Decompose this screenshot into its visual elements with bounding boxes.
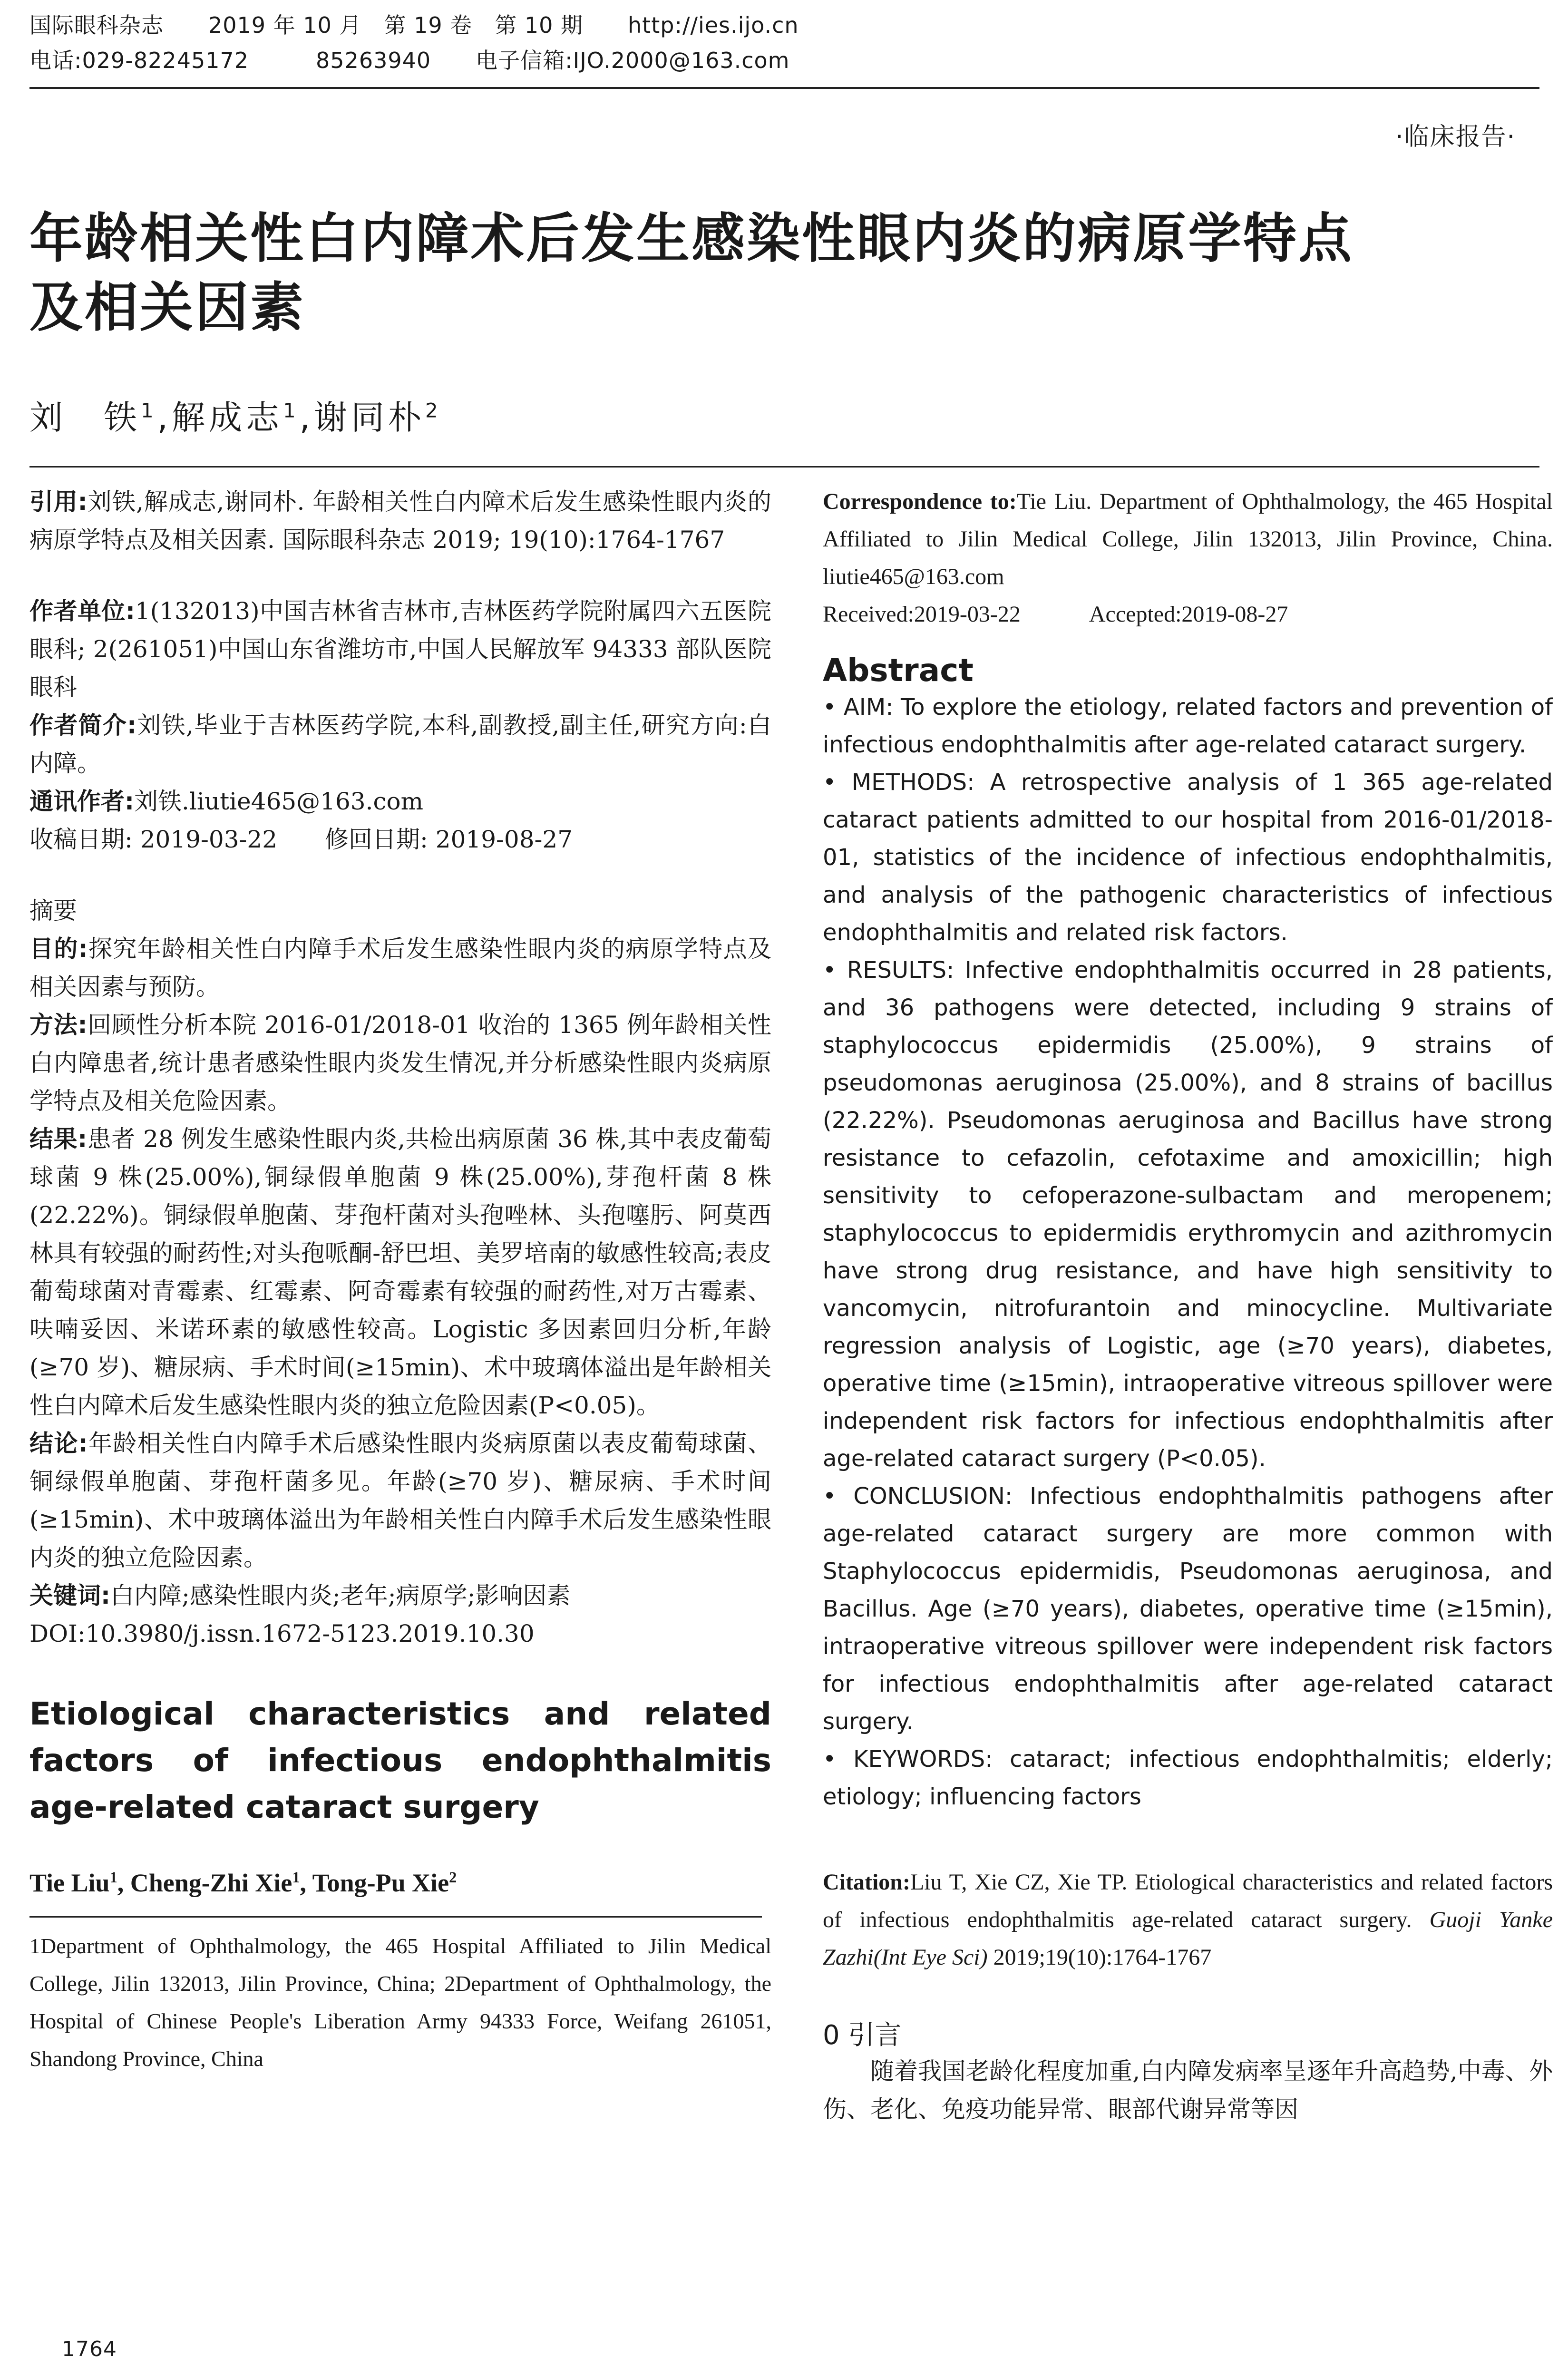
running-header-line2: 电话:029-82245172 85263940 电子信箱:IJO.2000@163.com (29, 48, 790, 73)
author-cn-3-aff: 2 (425, 399, 442, 422)
title-line-2: 及相关因素 (29, 277, 305, 339)
article-title (29, 205, 1542, 342)
authors-en: Tie Liu$^1$, Cheng-Zhi Xie$^1$, Tong-Pu Xie$^2$ (29, 1869, 457, 1897)
intro-heading: 0 引言 (823, 2020, 902, 2051)
citation-cn: 引用:刘铁,解成志,谢同朴. 年龄相关性白内障术后发生感染性眼内炎的病原学特点及相关因素. 国际眼科杂志 2019; 19(10):1764-1767 (29, 488, 771, 554)
title-rule (29, 466, 1539, 468)
page-number: 1764 (62, 2337, 117, 2361)
abstract-aim: • AIM: To explore the etiology, related factors and prevention of infectious endophthalmitis after age-related cataract surgery. (823, 694, 1553, 758)
citation-en: Citation:Liu T, Xie CZ, Xie TP. Etiological characteristics and related factors of infectious endophthalmitis age-related cataract surgery. Guoji Yanke Zazhi(Int Eye Sci) 2019;19(10):1764-1767 (823, 1870, 1553, 1970)
abstract-results-en: • RESULTS: Infective endophthalmitis occurred in 28 patients, and 36 pathogens were detected, including 9 strains of staphylococcus epidermidis (25.00%), 9 strains of pseudomonas aeruginosa (25.00%), and 8 strains of bacillus (22.22%). Pseudomonas aeruginosa and Bacillus have strong resistance to cefazolin, cefotaxime and amoxicillin; high sensitivity to cefoperazone-sulbactam and meropenem; staphylococcus to epidermidis erythromycin and azithromycin have strong drug resistance, and have high sensitivity to vancomycin, nitrofurantoin and minocycline. Multivariate regression analysis of Logistic, age (≥70 years), diabetes, operative time (≥15min), intraoperative vitreous spillover were independent risk factors for infectious endophthalmitis after age-related cataract surgery (P<0.05). (823, 957, 1553, 1472)
doi: DOI:10.3980/j.issn.1672-5123.2019.10.30 (29, 1620, 535, 1647)
abstract-conclusion: 结论:年龄相关性白内障手术后感染性眼内炎病原菌以表皮葡萄球菌、铜绿假单胞菌、芽孢杆菌多见。年龄(≥70 岁)、糖尿病、手术时间(≥15min)、术中玻璃体溢出为年龄相关性白内障手术后发生感染性眼内炎的独立危险因素。 (29, 1430, 772, 1571)
received-dates: 收稿日期: 2019-03-22 修回日期: 2019-08-27 (29, 826, 573, 853)
affiliation-rule (29, 1916, 762, 1918)
correspondence-en: Correspondence to:Tie Liu. Department of Ophthalmology, the 465 Hospital Affiliated to Jilin Medical College, Jilin 132013, Jilin Province, China. liutie465@163.com (823, 489, 1553, 589)
author-cn-1-aff: 1 (141, 399, 157, 422)
keywords-en: • KEYWORDS: cataract; infectious endophthalmitis; elderly; etiology; influencing factors (823, 1746, 1553, 1810)
author-cn-1: 刘 铁 (29, 398, 141, 437)
affiliations-en: 1Department of Ophthalmology, the 465 Hospital Affiliated to Jilin Medical College, Jilin 132013, Jilin Province, China; 2Department of Ophthalmology, the Hospital of Chinese People's Liberation Army 94333 Force, Weifang 261051, Shandong Province, China (29, 1934, 771, 2071)
intro-paragraph: 随着我国老龄化程度加重,白内障发病率呈逐年升高趋势,中毒、外伤、老化、免疫功能异常、眼部代谢异常等因 (823, 2057, 1553, 2123)
title-line-1: 年龄相关性白内障术后发生感染性眼内炎的病原学特点 (29, 208, 1354, 270)
abstract-conclusion-en: • CONCLUSION: Infectious endophthalmitis pathogens after age-related cataract surgery are more common with Staphylococcus epidermidis, Pseudomonas aeruginosa, and Bacillus. Age (≥70 years), diabetes, operative time (≥15min), intraoperative vitreous spillover were independent risk factors for infectious endophthalmitis after age-related cataract surgery. (823, 1483, 1553, 1735)
author-cn-2-aff: 1 (283, 399, 300, 422)
running-header-line1: 国际眼科杂志 2019 年 10 月 第 19 卷 第 10 期 http://ies.ijo.cn (29, 12, 799, 38)
abstract-methods: 方法:回顾性分析本院 2016-01/2018-01 收治的 1365 例年龄相关性白内障患者,统计患者感染性眼内炎发生情况,并分析感染性眼内炎病原学特点及相关危险因素。 (29, 1011, 771, 1115)
author-intro: 作者简介:刘铁,毕业于吉林医药学院,本科,副教授,副主任,研究方向:白内障。 (29, 711, 772, 777)
left-column (29, 483, 771, 2077)
authors-cn: 刘 铁$^1$,解成志$^1$,谢同朴$^2$ (29, 398, 442, 437)
received-accepted: Received:2019-03-22 Accepted:2019-08-27 (823, 602, 1288, 627)
corresponding-author: 通讯作者:刘铁.liutie465@163.com (29, 788, 424, 815)
header-rule (29, 87, 1539, 89)
keywords-cn: 关键词:白内障;感染性眼内炎;老年;病原学;影响因素 (29, 1582, 571, 1609)
abstract-purpose: 目的:探究年龄相关性白内障手术后发生感染性眼内炎的病原学特点及相关因素与预防。 (29, 935, 772, 1001)
english-title: Etiological characteristics and related factors of infectious endophthalmitis age-related cataract surgery (29, 1695, 771, 1825)
abstract-heading-en: Abstract (823, 652, 974, 689)
abstract-results: 结果:患者 28 例发生感染性眼内炎,共检出病原菌 36 株,其中表皮葡萄球菌 9 株(25.00%),铜绿假单胞菌 9 株(25.00%),芽孢杆菌 8 株(22.22%)。铜绿假单胞菌、芽孢杆菌对头孢唑林、头孢噻肟、阿莫西林具有较强的耐药性;对头孢哌酮-舒巴坦、美罗培南的敏感性较高;表皮葡萄球菌对青霉素、红霉素、阿奇霉素有较强的耐药性,对万古霉素、呋喃妥因、米诺环素的敏感性较高。Logistic 多因素回归分析,年龄(≥70 岁)、糖尿病、手术时间(≥15min)、术中玻璃体溢出是年龄相关性白内障术后发生感染性眼内炎的独立危险因素(P<0.05)。 (29, 1125, 772, 1419)
right-column (823, 483, 1553, 2128)
author-cn-2: 解成志 (172, 398, 283, 437)
abstract-methods-en: • METHODS: A retrospective analysis of 1 365 age-related cataract patients admitted to our hospital from 2016-01/2018-01, statistics of the incidence of infectious endophthalmitis, and analysis of the pathogenic characteristics of infectious endophthalmitis and related risk factors. (823, 769, 1553, 946)
author-cn-3: 谢同朴 (314, 398, 425, 437)
author-units: 作者单位:1(132013)中国吉林省吉林市,吉林医药学院附属四六五医院眼科; 2(261051)中国山东省潍坊市,中国人民解放军 94333 部队医院眼科 (29, 597, 771, 701)
section-tag: ·临床报告· (1395, 123, 1516, 151)
abstract-heading-cn: 摘要 (29, 897, 77, 925)
